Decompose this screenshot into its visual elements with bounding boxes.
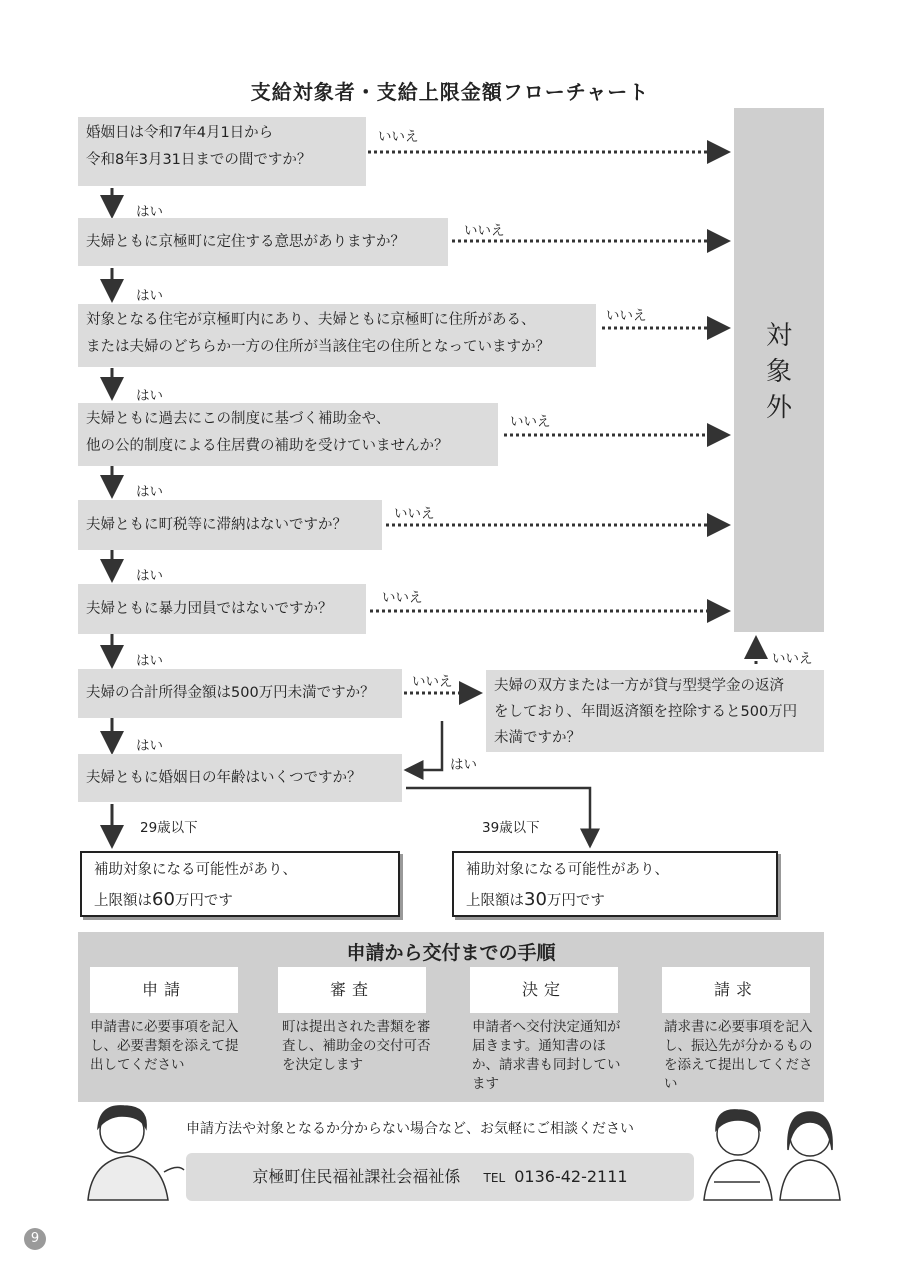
question-2: 夫婦ともに京極町に定住する意思がありますか？ — [78, 218, 448, 266]
no-label: いいえ — [378, 129, 419, 145]
step-decision-desc: 申請者へ交付決定通知が届きます。通知書のほか、請求書も同封しています — [472, 1019, 621, 1092]
no-label: いいえ — [772, 651, 813, 667]
scholarship-question: 夫婦の双方または一方が貸与型奨学金の返済 をしており、年間返済額を控除すると500万円 未満ですか？ — [486, 670, 824, 752]
yes-label: はい — [136, 484, 163, 500]
procedure-title: 申請から交付までの手順 — [346, 942, 556, 964]
yes-label: はい — [136, 653, 163, 669]
age-29-label: 29歳以下 — [140, 820, 198, 836]
no-label: いいえ — [510, 414, 551, 430]
age-39-label: 39歳以下 — [482, 820, 540, 836]
person-left-icon — [88, 1106, 184, 1200]
contact-office: 京極町住民福祉課社会福祉係 — [252, 1167, 461, 1186]
result-60: 補助対象になる可能性があり、 上限額は60万円です — [80, 851, 400, 917]
step-claim-desc: 請求書に必要事項を記入し、振込先が分かるものを添えて提出してください — [664, 1019, 813, 1092]
no-label: いいえ — [606, 308, 647, 324]
result-30: 補助対象になる可能性があり、 上限額は30万円です — [452, 851, 778, 917]
yes-label: はい — [136, 204, 163, 220]
yes-label: はい — [136, 288, 163, 304]
yes-label: はい — [450, 757, 477, 773]
question-6: 夫婦ともに暴力団員ではないですか？ — [78, 584, 366, 634]
page-title: 支給対象者・支給上限金額フローチャート — [250, 80, 650, 104]
out-of-scope-column — [734, 108, 824, 632]
no-label: いいえ — [382, 590, 423, 606]
page-number: 9 — [24, 1228, 46, 1250]
yes-label: はい — [136, 568, 163, 584]
question-5: 夫婦ともに町税等に滞納はないですか？ — [78, 500, 382, 550]
person-right2-icon — [780, 1112, 840, 1200]
no-label: いいえ — [412, 674, 453, 690]
step-claim: 請求 — [662, 967, 810, 1013]
step-apply: 申請 — [90, 967, 238, 1013]
procedure-panel — [78, 932, 824, 1102]
question-7: 夫婦の合計所得金額は500万円未満ですか？ — [78, 669, 402, 718]
question-1: 婚姻日は令和7年4月1日から 令和8年3月31日までの間ですか？ — [78, 117, 366, 186]
out-of-scope-label: 対 象 外 — [765, 321, 792, 423]
scholarship-yes-arrow — [406, 721, 442, 770]
yes-label: はい — [136, 388, 163, 404]
person-right1-icon — [704, 1110, 772, 1200]
no-label: いいえ — [394, 506, 435, 522]
step-review-desc: 町は提出された書類を審査し、補助金の交付可否を決定します — [282, 1019, 431, 1073]
tel-number: 0136-42-2111 — [514, 1167, 628, 1186]
step-review: 審査 — [278, 967, 426, 1013]
contact-box — [186, 1153, 694, 1201]
yes-label: はい — [136, 738, 163, 754]
step-apply-desc: 申請書に必要事項を記入し、必要書類を添えて提出してください — [90, 1019, 239, 1073]
tel-label: TEL — [483, 1171, 506, 1185]
step-decision: 決定 — [470, 967, 618, 1013]
question-8: 夫婦ともに婚姻日の年齢はいくつですか？ — [78, 754, 402, 802]
no-label: いいえ — [464, 223, 505, 239]
question-4: 夫婦ともに過去にこの制度に基づく補助金や、 他の公的制度による住居費の補助を受けていませんか？ — [78, 403, 498, 466]
question-3: 対象となる住宅が京極町内にあり、夫婦ともに京極町に住所がある、 または夫婦のどちらか一方の住所が当該住宅の住所となっていますか？ — [78, 304, 596, 367]
contact-question: 申請方法や対象となるか分からない場合など、お気軽にご相談ください — [186, 1121, 634, 1137]
